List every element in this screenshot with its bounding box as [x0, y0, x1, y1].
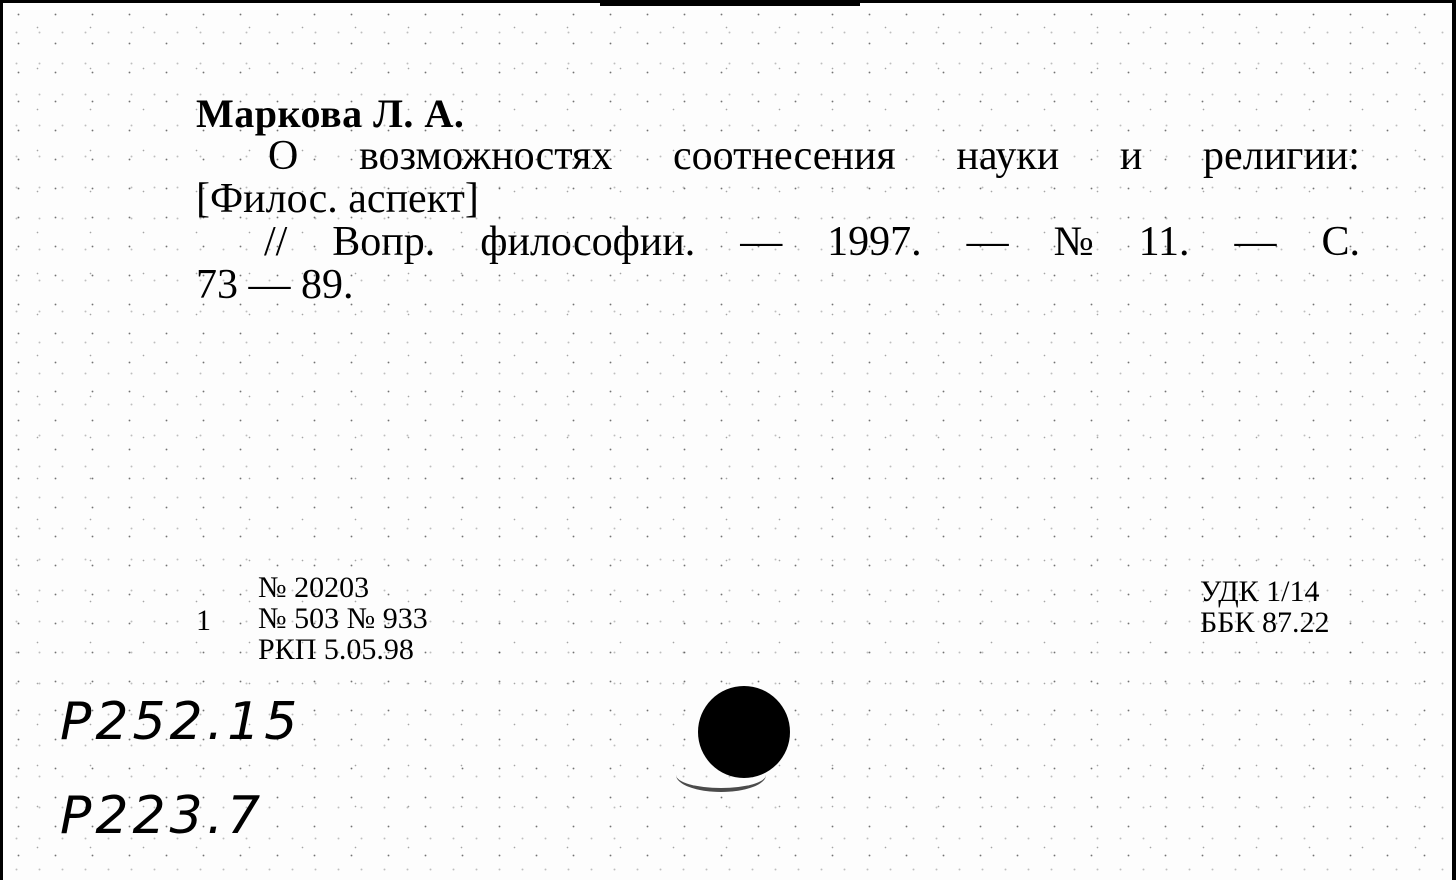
source-word: 11.: [1138, 219, 1190, 265]
title-line-2: [Филос. аспект]: [196, 176, 479, 222]
source-word: //: [264, 219, 288, 265]
card-right-edge: [1452, 0, 1456, 880]
source-word: 1997.: [827, 219, 922, 265]
title-word: соотнесения: [673, 133, 896, 179]
title-line-1: [196, 135, 1360, 178]
classification-block: [1200, 576, 1329, 638]
title-word: О: [268, 133, 299, 179]
registry-rows: [258, 572, 428, 665]
copy-count: 1: [196, 604, 211, 637]
author: Маркова Л. А.: [196, 91, 465, 136]
registry-row: РКП 5.05.98: [258, 633, 414, 666]
source-word: —: [966, 219, 1009, 265]
source-word: Вопр.: [332, 219, 436, 265]
title-word: возможностях: [359, 133, 613, 179]
source-word: С.: [1321, 219, 1360, 265]
bbk-code: ББК 87.22: [1200, 606, 1330, 639]
source-word: №: [1053, 219, 1094, 265]
handwritten-shelfmark-2: Р223.7: [60, 786, 265, 846]
source-line: [196, 221, 1360, 264]
title-word: религии:: [1203, 133, 1360, 179]
source-word: —: [1234, 219, 1277, 265]
udk-code: УДК 1/14: [1200, 575, 1320, 608]
bibliographic-entry: [196, 92, 1360, 307]
title-word: науки: [956, 133, 1060, 179]
registry-row: № 503 № 933: [258, 602, 428, 635]
card-left-edge: [0, 0, 3, 880]
page-range: 73 — 89.: [196, 262, 354, 308]
handwritten-shelfmark-1: Р252.15: [60, 692, 302, 752]
title-word: и: [1119, 133, 1143, 179]
top-smudge: [600, 0, 860, 6]
registry-row: № 20203: [258, 571, 370, 604]
source-word: —: [740, 219, 783, 265]
punch-hole: [698, 686, 790, 778]
source-word: философии.: [480, 219, 696, 265]
